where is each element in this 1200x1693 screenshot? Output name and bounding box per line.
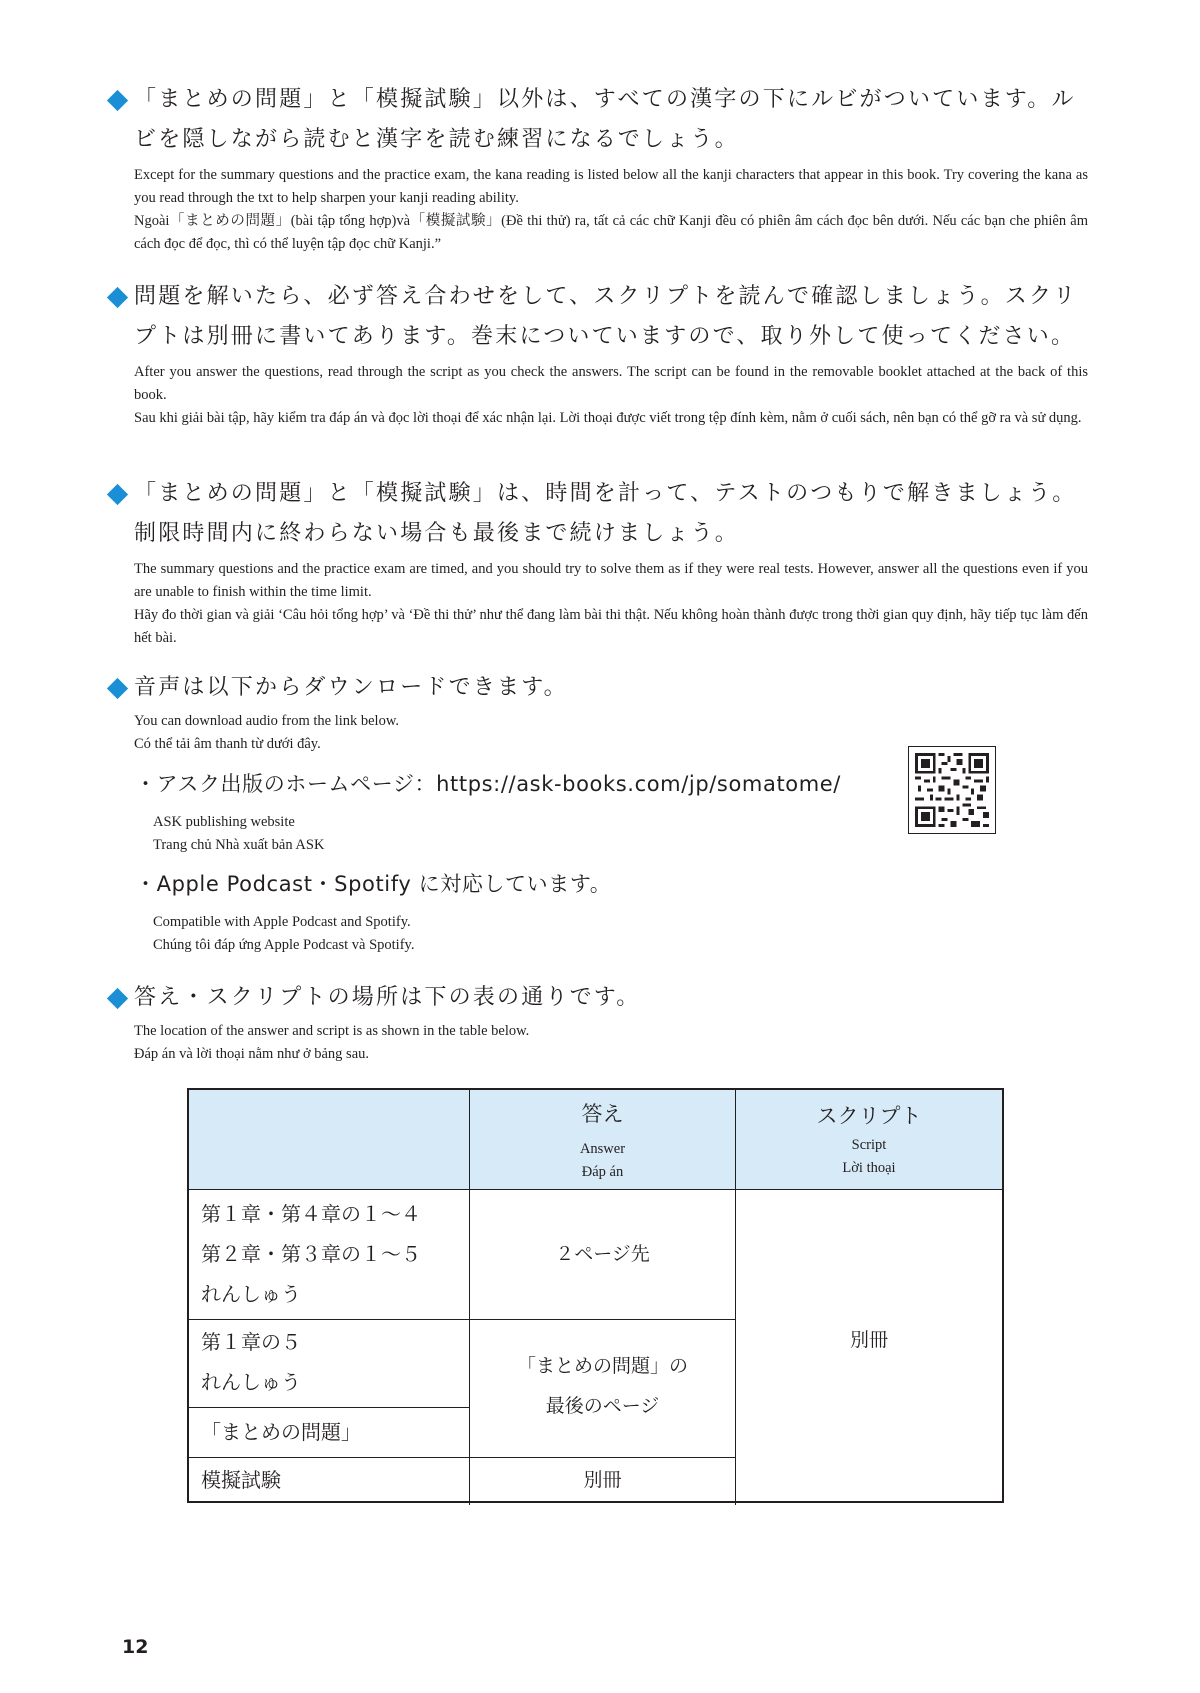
table-cell-script-booklet: 別冊 xyxy=(849,1329,888,1351)
qr-code-icon[interactable] xyxy=(908,746,996,834)
diamond-bullet-icon xyxy=(107,484,128,505)
podcast-en: Compatible with Apple Podcast and Spotify. xyxy=(153,914,411,930)
table-row-practice-1: 第１章・第４章の１〜４ 第２章・第３章の１〜５ れんしゅう xyxy=(189,1190,470,1320)
website-vi: Trang chủ Nhà xuất bản ASK xyxy=(153,837,325,853)
table-row-practice-exam: 模擬試験 xyxy=(189,1458,470,1505)
table-row-practice-2: 第１章の５ れんしゅう xyxy=(189,1320,470,1408)
website-link[interactable]: ・アスク出版のホームページ：https://ask-books.com/jp/somatome/ xyxy=(135,772,841,796)
instruction-script-vi: Sau khi giải bài tập, hãy kiểm tra đáp án và đọc lời thoại để xác nhận lại. Lời thoại được viết trong tệp đính kèm, nằm ở cuối sách, nên bạn có thể gỡ ra và sử dụng. xyxy=(134,410,1082,426)
diamond-bullet-icon xyxy=(107,287,128,308)
instruction-audio xyxy=(108,668,1088,756)
instruction-script-jp: 問題を解いたら、必ず答え合わせをして、スクリプトを読んで確認しましょう。スクリプトは別冊に書いてあります。巻末についていますので、取り外して使ってください。 xyxy=(108,277,1088,357)
podcast-vi: Chúng tôi đáp ứng Apple Podcast và Spotify. xyxy=(153,937,415,953)
website-item xyxy=(135,769,841,857)
instruction-audio-jp: 音声は以下からダウンロードできます。 xyxy=(108,668,1088,708)
instruction-location-jp: 答え・スクリプトの場所は下の表の通りです。 xyxy=(108,978,1088,1018)
instruction-script xyxy=(108,277,1088,430)
instruction-ruby xyxy=(108,80,1088,256)
instruction-location-en: The location of the answer and script is as shown in the table below. xyxy=(134,1023,530,1039)
instruction-audio-en: You can download audio from the link below. xyxy=(134,713,399,729)
page-number: 12 xyxy=(122,1636,149,1658)
table-header-script: スクリプト Script Lời thoại xyxy=(736,1090,1002,1190)
instruction-ruby-en: Except for the summary questions and the practice exam, the kana reading is listed below all the kanji characters that appear in this book. Try covering the kana as you read through the txt to help sharpen your kanji reading ability. xyxy=(134,167,1088,206)
instruction-ruby-vi: Ngoài「まとめの問題」(bài tập tổng hợp)và「模擬試験」(Đề thi thử) ra, tất cả các chữ Kanji đều có phiên âm cách đọc bên dưới. Nếu các bạn che phiên âm cách đọc để đọc, thì có thể luyện tập đọc chữ Kanji.” xyxy=(134,213,1088,252)
instruction-timed xyxy=(108,474,1088,650)
instruction-script-en: After you answer the questions, read through the script as you check the answers. The script can be found in the removable booklet attached at the back of this book. xyxy=(134,364,1088,403)
table-header-answer: 答え Answer Đáp án xyxy=(470,1090,736,1190)
instruction-audio-vi: Có thể tải âm thanh từ dưới đây. xyxy=(134,736,321,752)
instruction-timed-jp: 「まとめの問題」と「模擬試験」は、時間を計って、テストのつもりで解きましょう。制限時間内に終わらない場合も最後まで続けましょう。 xyxy=(108,474,1088,554)
instruction-timed-en: The summary questions and the practice exam are timed, and you should try to solve them as if they were real tests. However, answer all the questions even if you are unable to finish within the time limit. xyxy=(134,561,1088,600)
diamond-bullet-icon xyxy=(107,90,128,111)
table-row-summary: 「まとめの問題」 xyxy=(189,1408,470,1458)
diamond-bullet-icon xyxy=(107,988,128,1009)
podcast-jp: ・Apple Podcast・Spotify に対応しています。 xyxy=(135,872,612,896)
instruction-ruby-jp: 「まとめの問題」と「模擬試験」以外は、すべての漢字の下にルビがついています。ルビを隠しながら読むと漢字を読む練習になるでしょう。 xyxy=(108,80,1088,160)
diamond-bullet-icon xyxy=(107,678,128,699)
website-en: ASK publishing website xyxy=(153,814,295,830)
table-cell-two-pages-ahead: ２ページ先 xyxy=(470,1190,736,1320)
table-cell-booklet: 別冊 xyxy=(470,1458,736,1505)
table-header-empty xyxy=(189,1090,470,1190)
table-cell-summary-last-page: 「まとめの問題」の 最後のページ xyxy=(470,1320,736,1458)
podcast-item xyxy=(135,869,611,957)
instruction-timed-vi: Hãy đo thời gian và giải ‘Câu hỏi tổng hợp’ và ‘Đề thi thử’ như thể đang làm bài thi thật. Nếu không hoàn thành được trong thời gian quy định, hãy tiếp tục làm đến hết bài. xyxy=(134,607,1088,646)
instruction-location-vi: Đáp án và lời thoại nằm như ở bảng sau. xyxy=(134,1046,370,1062)
location-table xyxy=(187,1088,1004,1503)
instruction-location xyxy=(108,978,1088,1066)
